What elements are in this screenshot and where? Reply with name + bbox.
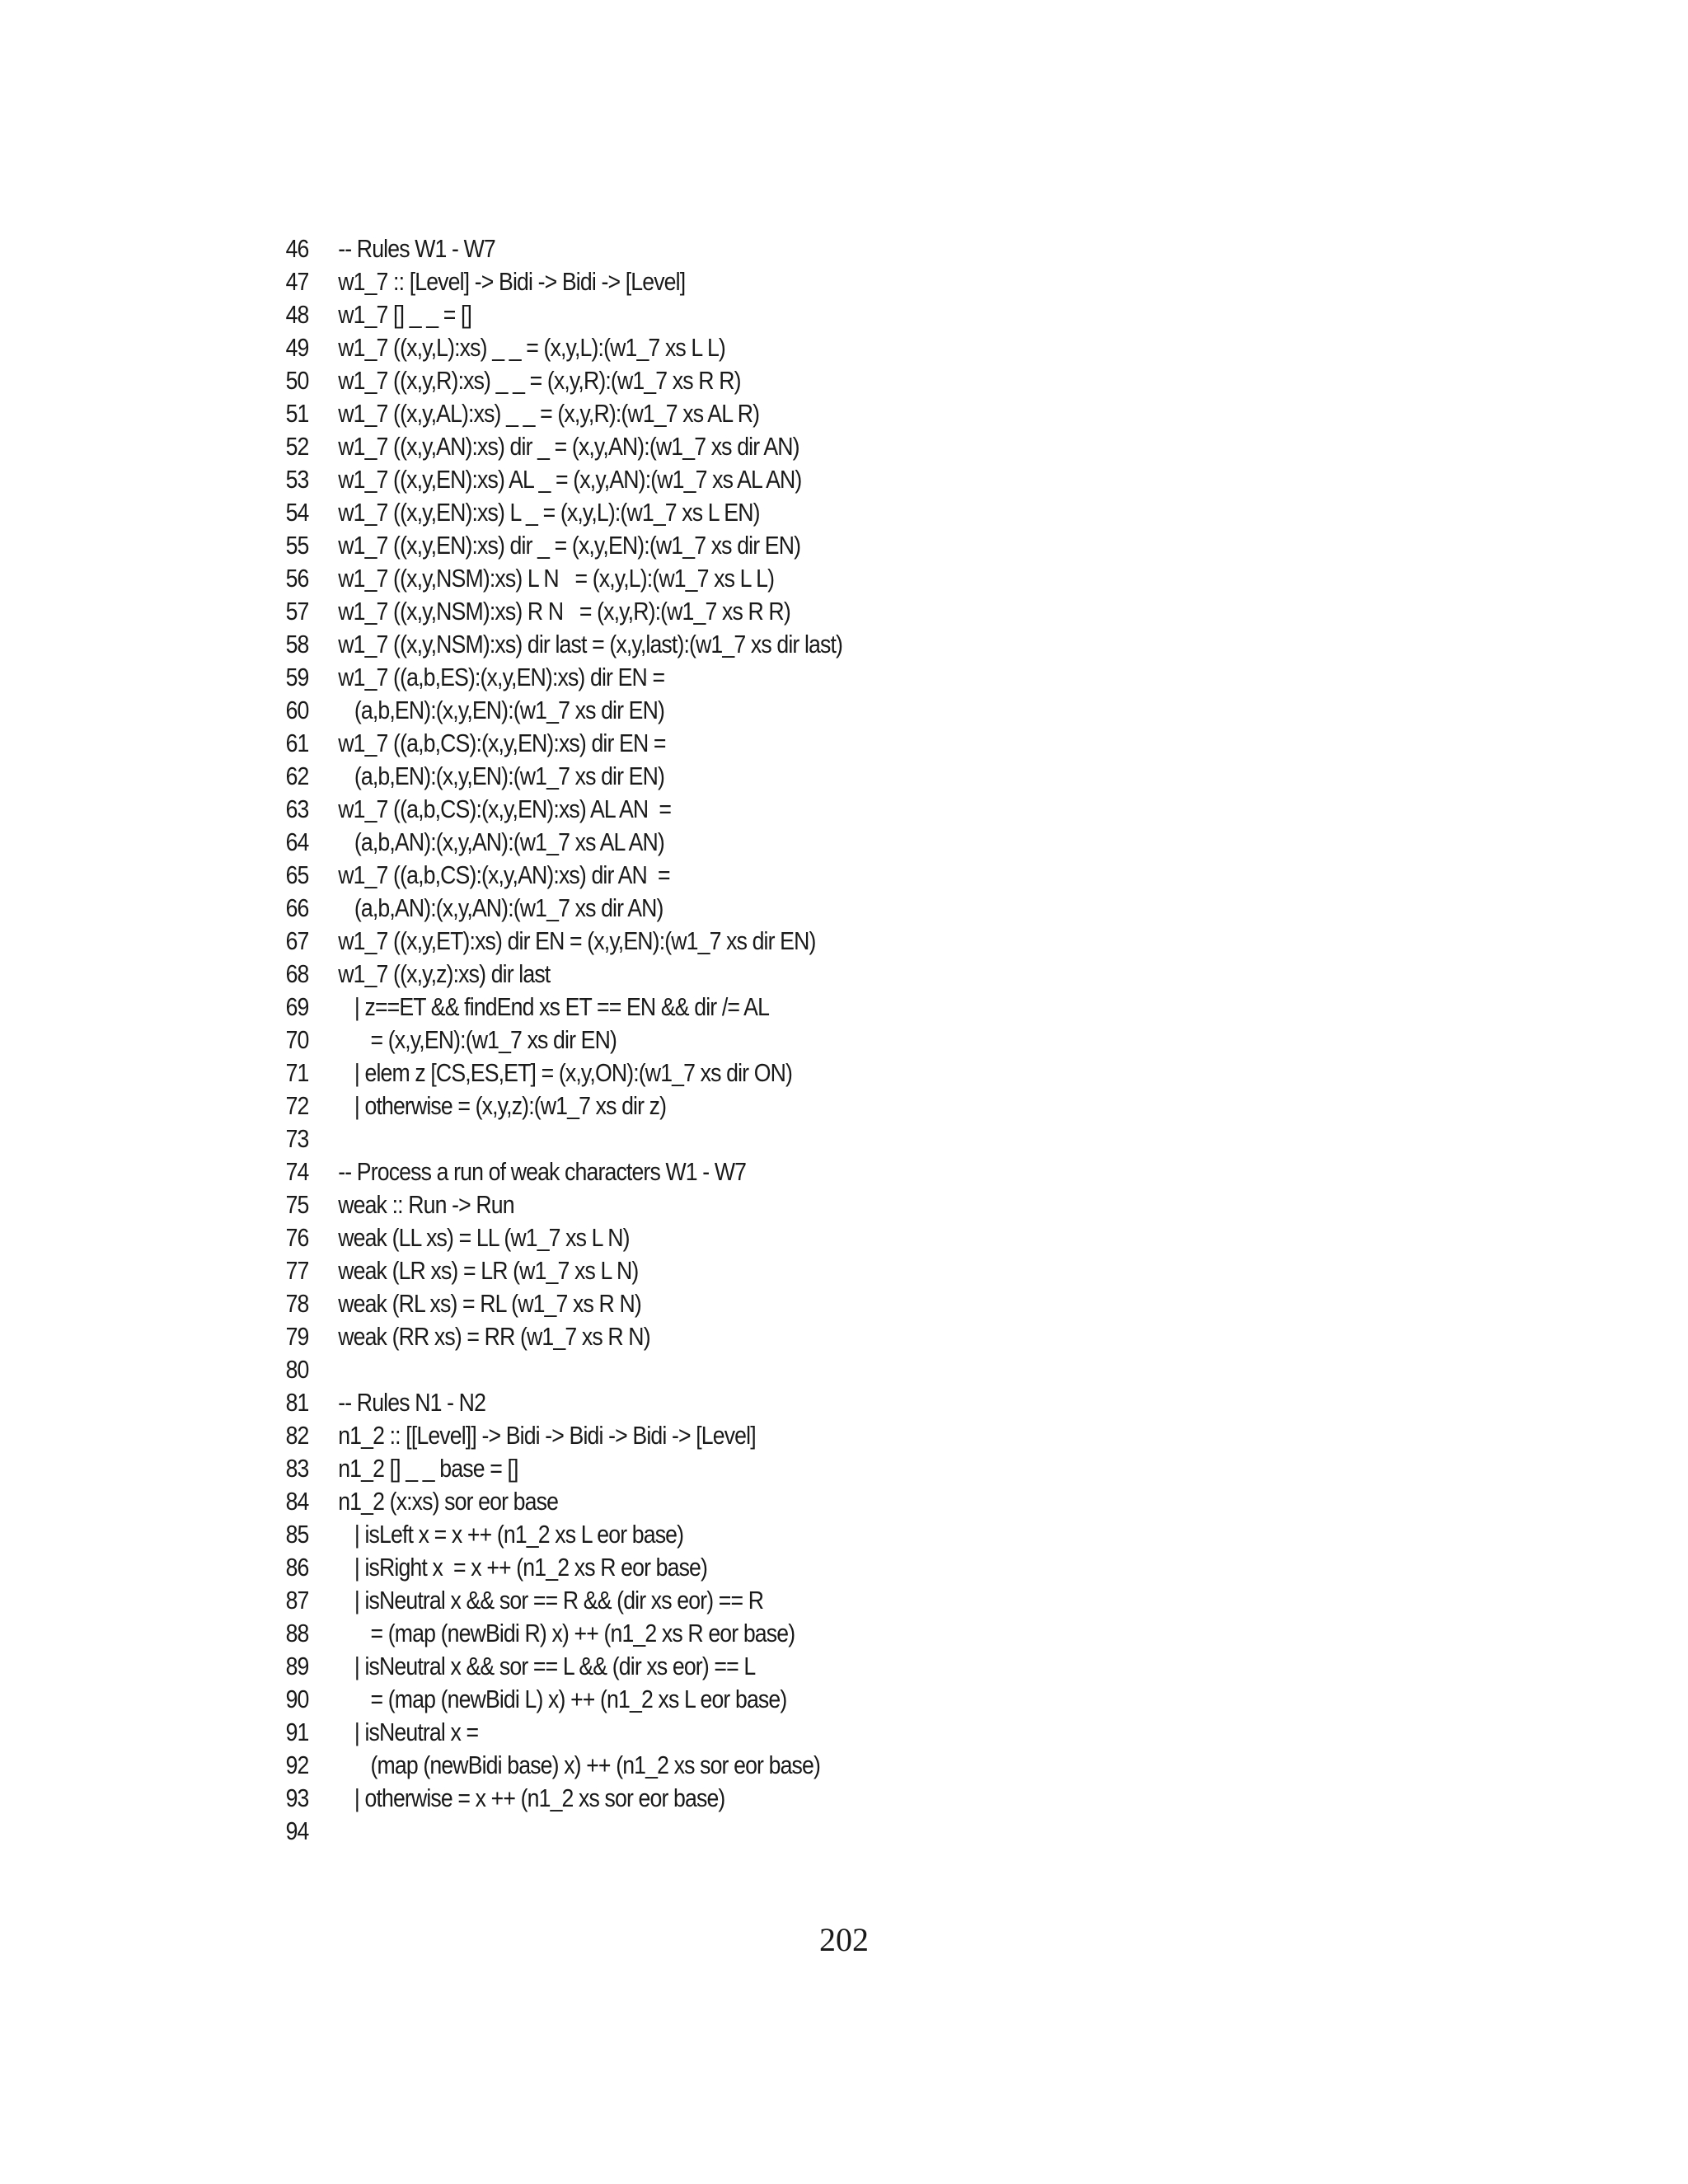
line-text: | isNeutral x && sor == R && (dir xs eor) == R	[338, 1586, 764, 1615]
line-number: 61	[285, 729, 309, 757]
code-line	[0, 859, 1451, 892]
line-text: -- Process a run of weak characters W1 - W7	[338, 1157, 747, 1186]
line-text: weak (RL xs) = RL (w1_7 xs R N)	[338, 1289, 641, 1318]
line-number: 81	[285, 1388, 309, 1417]
line-number: 85	[285, 1520, 309, 1549]
line-text: w1_7 ((x,y,NSM):xs) R N = (x,y,R):(w1_7 xs R R)	[338, 597, 790, 626]
line-text: w1_7 ((a,b,CS):(x,y,EN):xs) AL AN =	[338, 794, 672, 823]
line-text: -- Rules W1 - W7	[338, 234, 495, 263]
line-number: 76	[285, 1223, 309, 1252]
line-text: w1_7 ((x,y,NSM):xs) L N = (x,y,L):(w1_7 xs L L)	[338, 564, 775, 593]
code-line	[0, 1452, 1451, 1485]
line-number: 91	[285, 1718, 309, 1746]
line-text: w1_7 ((x,y,EN):xs) L _ = (x,y,L):(w1_7 xs L EN)	[338, 498, 760, 527]
code-line	[0, 1650, 1451, 1683]
line-number: 62	[285, 762, 309, 790]
code-line	[0, 958, 1451, 991]
line-text: weak (RR xs) = RR (w1_7 xs R N)	[338, 1322, 650, 1351]
line-text: (a,b,EN):(x,y,EN):(w1_7 xs dir EN)	[338, 762, 665, 790]
code-line	[0, 1320, 1451, 1353]
line-text: weak (LR xs) = LR (w1_7 xs L N)	[338, 1256, 639, 1285]
code-line	[0, 529, 1451, 562]
line-number: 75	[285, 1190, 309, 1219]
code-line	[0, 595, 1451, 628]
line-text: n1_2 [] _ _ base = []	[338, 1454, 518, 1483]
line-text: w1_7 ((x,y,EN):xs) dir _ = (x,y,EN):(w1_7 xs dir EN)	[338, 531, 801, 560]
line-number: 73	[285, 1124, 309, 1153]
line-number: 52	[285, 432, 309, 461]
line-text: = (x,y,EN):(w1_7 xs dir EN)	[338, 1025, 617, 1054]
line-text: w1_7 ((x,y,AN):xs) dir _ = (x,y,AN):(w1_7 xs dir AN)	[338, 432, 799, 461]
code-line	[0, 1815, 1451, 1848]
line-number: 83	[285, 1454, 309, 1483]
code-line	[0, 1617, 1451, 1650]
line-number: 86	[285, 1553, 309, 1582]
code-line	[0, 661, 1451, 694]
code-line	[0, 1353, 1451, 1386]
code-line	[0, 331, 1451, 364]
line-number: 51	[285, 399, 309, 428]
line-text: n1_2 :: [[Level]] -> Bidi -> Bidi -> Bidi -> [Level]	[338, 1421, 756, 1450]
line-number: 55	[285, 531, 309, 560]
code-line	[0, 232, 1451, 265]
code-listing	[0, 232, 1688, 1848]
line-number: 49	[285, 333, 309, 362]
line-number: 88	[285, 1619, 309, 1647]
line-text: w1_7 ((a,b,CS):(x,y,EN):xs) dir EN =	[338, 729, 666, 757]
line-text: w1_7 ((a,b,ES):(x,y,EN):xs) dir EN =	[338, 663, 665, 691]
line-number: 50	[285, 366, 309, 395]
line-text: w1_7 ((x,y,R):xs) _ _ = (x,y,R):(w1_7 xs R R)	[338, 366, 741, 395]
code-line	[0, 1287, 1451, 1320]
line-number: 65	[285, 860, 309, 889]
line-number: 92	[285, 1750, 309, 1779]
line-text: | z==ET && findEnd xs ET == EN && dir /= AL	[338, 992, 770, 1021]
code-line	[0, 265, 1451, 298]
code-line	[0, 1188, 1451, 1221]
line-number: 53	[285, 465, 309, 494]
code-line	[0, 1419, 1451, 1452]
code-line	[0, 298, 1451, 331]
line-number: 67	[285, 926, 309, 955]
line-number: 87	[285, 1586, 309, 1615]
code-line	[0, 562, 1451, 595]
line-number: 59	[285, 663, 309, 691]
line-text: (a,b,EN):(x,y,EN):(w1_7 xs dir EN)	[338, 696, 665, 724]
code-line	[0, 727, 1451, 760]
code-line	[0, 628, 1451, 661]
code-line	[0, 1386, 1451, 1419]
line-number: 77	[285, 1256, 309, 1285]
code-line	[0, 793, 1451, 826]
code-line	[0, 892, 1451, 925]
code-line	[0, 1485, 1451, 1518]
line-text: w1_7 ((x,y,EN):xs) AL _ = (x,y,AN):(w1_7 xs AL AN)	[338, 465, 802, 494]
line-text: (a,b,AN):(x,y,AN):(w1_7 xs dir AN)	[338, 893, 663, 922]
code-line	[0, 1122, 1451, 1155]
line-text: = (map (newBidi R) x) ++ (n1_2 xs R eor base)	[338, 1619, 795, 1647]
code-line	[0, 1584, 1451, 1617]
code-line	[0, 1090, 1451, 1122]
code-line	[0, 760, 1451, 793]
line-number: 74	[285, 1157, 309, 1186]
code-line	[0, 1057, 1451, 1090]
line-text: w1_7 ((x,y,ET):xs) dir EN = (x,y,EN):(w1_7 xs dir EN)	[338, 926, 816, 955]
line-number: 63	[285, 794, 309, 823]
line-number: 78	[285, 1289, 309, 1318]
line-number: 66	[285, 893, 309, 922]
line-number: 68	[285, 959, 309, 988]
code-line	[0, 1749, 1451, 1782]
line-number: 47	[285, 267, 309, 296]
line-number: 70	[285, 1025, 309, 1054]
line-number: 80	[285, 1355, 309, 1384]
code-line	[0, 1155, 1451, 1188]
line-text: (map (newBidi base) x) ++ (n1_2 xs sor eor base)	[338, 1750, 821, 1779]
code-line	[0, 496, 1451, 529]
line-number: 84	[285, 1487, 309, 1516]
line-text: (a,b,AN):(x,y,AN):(w1_7 xs AL AN)	[338, 827, 664, 856]
line-number: 60	[285, 696, 309, 724]
line-text: w1_7 ((x,y,NSM):xs) dir last = (x,y,last):(w1_7 xs dir last)	[338, 630, 843, 658]
code-line	[0, 694, 1451, 727]
line-number: 58	[285, 630, 309, 658]
code-line	[0, 1518, 1451, 1551]
page-number: 202	[819, 1921, 869, 1958]
line-text: | isRight x = x ++ (n1_2 xs R eor base)	[338, 1553, 708, 1582]
code-line	[0, 463, 1451, 496]
line-text: n1_2 (x:xs) sor eor base	[338, 1487, 559, 1516]
line-text: w1_7 ((x,y,L):xs) _ _ = (x,y,L):(w1_7 xs L L)	[338, 333, 725, 362]
line-number: 71	[285, 1058, 309, 1087]
code-line	[0, 991, 1451, 1024]
line-number: 57	[285, 597, 309, 626]
code-line	[0, 364, 1451, 397]
line-number: 94	[285, 1816, 309, 1845]
line-text: w1_7 ((a,b,CS):(x,y,AN):xs) dir AN =	[338, 860, 670, 889]
line-text: w1_7 [] _ _ = []	[338, 300, 472, 329]
line-text: | isNeutral x =	[338, 1718, 479, 1746]
line-number: 72	[285, 1091, 309, 1120]
code-line	[0, 1551, 1451, 1584]
line-text: = (map (newBidi L) x) ++ (n1_2 xs L eor base)	[338, 1685, 787, 1713]
line-text: weak (LL xs) = LL (w1_7 xs L N)	[338, 1223, 630, 1252]
code-line	[0, 925, 1451, 958]
line-number: 89	[285, 1652, 309, 1680]
code-line	[0, 397, 1451, 430]
line-text: | isNeutral x && sor == L && (dir xs eor) == L	[338, 1652, 756, 1680]
line-text: w1_7 :: [Level] -> Bidi -> Bidi -> [Level]	[338, 267, 686, 296]
code-line	[0, 1716, 1451, 1749]
code-line	[0, 1782, 1451, 1815]
line-number: 69	[285, 992, 309, 1021]
line-number: 54	[285, 498, 309, 527]
line-number: 46	[285, 234, 309, 263]
line-number: 90	[285, 1685, 309, 1713]
line-text: | isLeft x = x ++ (n1_2 xs L eor base)	[338, 1520, 684, 1549]
code-line	[0, 430, 1451, 463]
line-number: 82	[285, 1421, 309, 1450]
code-line	[0, 1024, 1451, 1057]
line-number: 79	[285, 1322, 309, 1351]
line-number: 93	[285, 1783, 309, 1812]
line-text: weak :: Run -> Run	[338, 1190, 514, 1219]
code-line	[0, 1683, 1451, 1716]
line-text: | elem z [CS,ES,ET] = (x,y,ON):(w1_7 xs dir ON)	[338, 1058, 793, 1087]
line-text: -- Rules N1 - N2	[338, 1388, 486, 1417]
code-line	[0, 826, 1451, 859]
line-text: w1_7 ((x,y,z):xs) dir last	[338, 959, 551, 988]
line-number: 56	[285, 564, 309, 593]
code-line	[0, 1254, 1451, 1287]
code-line	[0, 1221, 1451, 1254]
line-number: 48	[285, 300, 309, 329]
line-number: 64	[285, 827, 309, 856]
line-text: | otherwise = x ++ (n1_2 xs sor eor base)	[338, 1783, 725, 1812]
line-text: | otherwise = (x,y,z):(w1_7 xs dir z)	[338, 1091, 667, 1120]
line-text: w1_7 ((x,y,AL):xs) _ _ = (x,y,R):(w1_7 xs AL R)	[338, 399, 760, 428]
